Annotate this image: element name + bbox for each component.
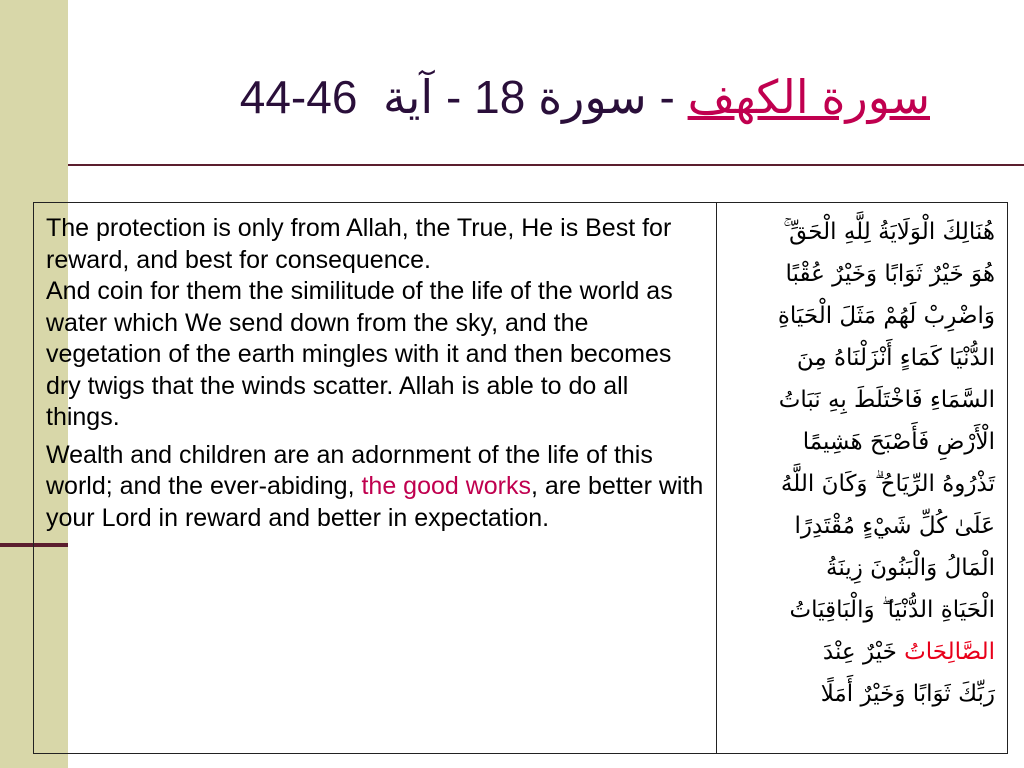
english-translation-cell <box>34 203 717 753</box>
arabic-line-11-rest: خَيْرٌ عِنْدَ <box>822 639 905 665</box>
arabic-line: الدُّنْيَا كَمَاءٍ أَنْزَلْنَاهُ مِنَ <box>796 345 995 371</box>
arabic-line: وَاضْرِبْ لَهُمْ مَثَلَ الْحَيَاةِ <box>777 303 995 329</box>
verse-table <box>33 202 1008 754</box>
arabic-line: تَذْرُوهُ الرِّيَاحُ ۗ وَكَانَ اللَّهُ <box>780 471 995 497</box>
title-surah-word: سورة <box>538 71 647 123</box>
arabic-line <box>729 631 995 673</box>
title-separator-2: - <box>433 71 475 123</box>
header-rule <box>68 164 1024 166</box>
arabic-line: الْأَرْضِ فَأَصْبَحَ هَشِيمًا <box>802 429 995 455</box>
title-ayah-word: آية <box>382 71 434 123</box>
arabic-line: الْحَيَاةِ الدُّنْيَا ۖ وَالْبَاقِيَاتُ <box>789 597 995 623</box>
arabic-line: الْمَالُ وَالْبَنُونَ زِينَةُ <box>826 555 995 581</box>
arabic-text-cell <box>717 203 1007 753</box>
title-ayah-range: 44-46 <box>239 71 358 123</box>
english-paragraph-3-end: , are better with your Lord in reward and better in expectation. <box>46 472 704 532</box>
arabic-line: عَلَىٰ كُلِّ شَيْءٍ مُقْتَدِرًا <box>794 513 995 539</box>
good-works-highlight: the good works <box>361 472 532 500</box>
arabic-line: هُوَ خَيْرٌ ثَوَابًا وَخَيْرٌ عُقْبًا <box>785 261 995 287</box>
english-paragraph-3-start: Wealth and children are an adornment of the life of this world; and the ever-abiding, <box>46 440 653 500</box>
arabic-line: السَّمَاءِ فَاخْتَلَطَ بِهِ نَبَاتُ <box>778 387 995 413</box>
english-paragraph-2: And coin for them the similitude of the life of the world as water which We send down from the sky, and the vegetation of the earth mingles with it and then becomes dry twigs that the winds scatter. Allah is able to do all things. <box>46 277 673 431</box>
english-paragraph-1: The protection is only from Allah, the True, He is Best for reward, and best for consequence. <box>46 214 672 274</box>
arabic-line: هُنَالِكَ الْوَلَايَةُ لِلَّهِ الْحَقِّ ۚ <box>783 219 995 245</box>
arabic-line: رَبِّكَ ثَوَابًا وَخَيْرٌ أَمَلًا <box>820 681 995 707</box>
arabic-good-works-highlight: الصَّالِحَاتُ <box>904 639 995 665</box>
slide-title <box>110 62 930 132</box>
english-paragraph-3 <box>46 440 704 535</box>
surah-name-link[interactable]: سورة الكهف <box>687 71 930 123</box>
title-separator-1: - <box>646 71 688 123</box>
title-surah-number: 18 <box>474 71 526 123</box>
